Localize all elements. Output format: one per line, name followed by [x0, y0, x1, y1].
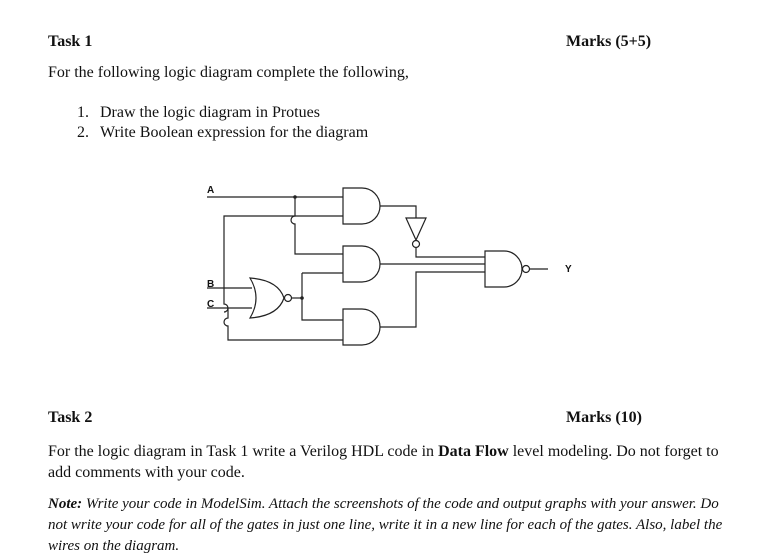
not-gate [406, 218, 426, 240]
nor-bubble [285, 295, 292, 302]
task1-title: Task 1 [48, 33, 93, 50]
wire-a-to-and2 [291, 197, 343, 254]
wire-and1-out [380, 206, 416, 218]
note-text: Write your code in ModelSim. Attach the screenshots of the code and output graphs with your answer. Do not write your code for all of the gates in just one line, write it in a new line for each of the gates. Also, label the wires on the diagram. [48, 496, 723, 554]
and-gate-2 [343, 246, 380, 282]
nor-gate [250, 278, 284, 318]
wire-not-out [416, 248, 485, 257]
input-label-c: C [207, 299, 215, 310]
wire-c-to-and3 [224, 308, 343, 340]
list-item: Write Boolean expression for the diagram [100, 124, 369, 141]
task1-marks: Marks (5+5) [566, 33, 652, 50]
wire-and3-out [380, 272, 485, 327]
output-label-y: Y [565, 264, 572, 275]
list-item-number: 2. [77, 124, 89, 141]
and-gate-3 [343, 309, 380, 345]
task1-intro: For the following logic diagram complete the following, [48, 64, 409, 81]
task2-text: For the logic diagram in Task 1 write a Verilog HDL code in [48, 443, 439, 460]
wire-nor-bus [302, 273, 343, 320]
junction-dot [293, 195, 297, 199]
task2-bold-text: Data Flow [438, 443, 509, 460]
task2-marks: Marks (10) [566, 409, 642, 426]
not-bubble [413, 241, 420, 248]
input-label-a: A [207, 185, 215, 196]
list-item-number: 1. [77, 104, 89, 121]
nand-bubble [523, 266, 530, 273]
task2-text-end: level modeling. Do not forget to add comments with your code. [48, 443, 719, 481]
input-label-b: B [207, 279, 215, 290]
junction-dot [300, 296, 304, 300]
wire-b-to-and1 [224, 216, 343, 288]
list-item: Draw the logic diagram in Protues [100, 104, 320, 121]
note-label: Note: [48, 496, 83, 512]
task2-paragraph [48, 441, 728, 483]
nand-gate [485, 251, 522, 287]
task2-title: Task 2 [48, 409, 93, 426]
note-paragraph [48, 494, 734, 557]
and-gate-1 [343, 188, 380, 224]
